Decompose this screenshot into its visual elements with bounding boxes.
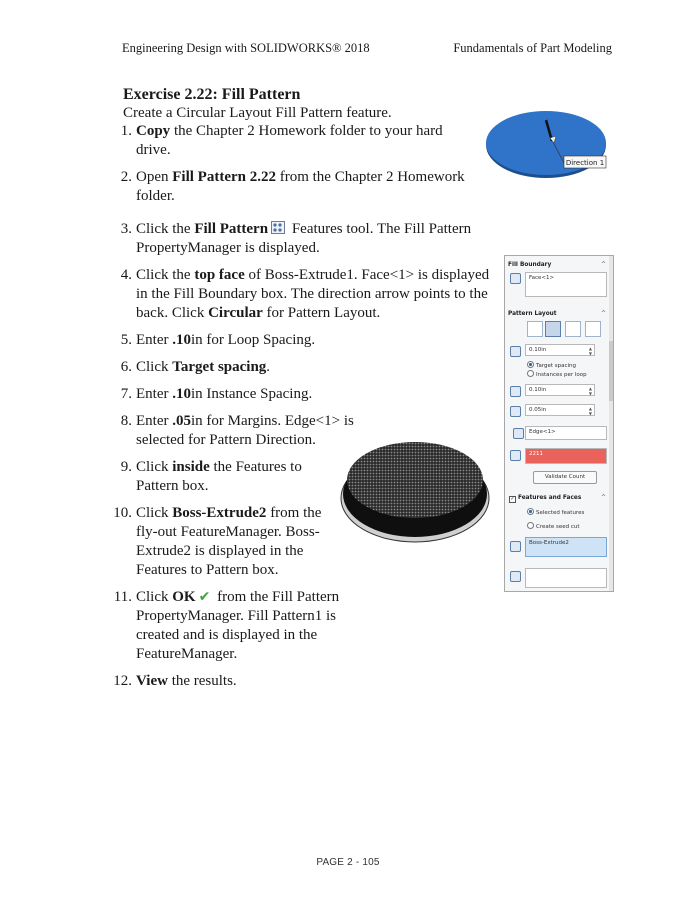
step-number: 5. <box>120 332 132 348</box>
page-number: PAGE 2 - 105 <box>316 857 380 868</box>
layout-perforation-button[interactable] <box>527 321 543 337</box>
step-bold: Circular <box>208 305 263 321</box>
fill-boundary-heading[interactable]: Fill Boundary <box>508 262 552 268</box>
exercise-intro: Create a Circular Layout Fill Pattern feature. <box>123 105 392 121</box>
feature-value: Boss-Extrude2 <box>529 540 569 546</box>
collapse-icon[interactable]: ^ <box>600 310 606 317</box>
step-number: 2. <box>120 169 132 185</box>
radio-selected-icon <box>527 361 534 368</box>
list-item <box>110 504 326 580</box>
step-bold: .05 <box>172 413 191 429</box>
validate-count-button[interactable] <box>533 471 597 484</box>
list-item <box>110 588 366 664</box>
step-bold: Copy <box>136 123 171 139</box>
layout-square-button[interactable] <box>565 321 581 337</box>
pattern-direction-box[interactable] <box>525 426 607 440</box>
radio-selected-icon <box>527 508 534 515</box>
step-text: in Instance Spacing. <box>190 386 313 402</box>
step-bold: inside <box>172 459 210 475</box>
step-text: from the fly-out FeatureManager. Boss-Extrude2 is displayed in the Features to Pattern box. <box>136 505 322 578</box>
step-number: 7. <box>120 386 132 402</box>
loop-spacing-icon <box>510 346 521 357</box>
instances-per-loop-label: Instances per loop <box>536 372 587 378</box>
step-text: Enter <box>136 413 173 429</box>
step-bold: Target spacing <box>172 359 267 375</box>
panel-scroll-thumb[interactable] <box>609 341 613 401</box>
step-bold: Fill Pattern <box>194 221 269 237</box>
disk-illustration <box>484 110 608 180</box>
face-select-icon <box>510 273 521 284</box>
header-book-title: Engineering Design with SOLIDWORKS® 2018 <box>122 41 370 55</box>
spinner-icon[interactable]: ▲ ▼ <box>588 406 592 416</box>
header-chapter-title: Fundamentals of Part Modeling <box>453 41 612 55</box>
layout-circular-button[interactable] <box>545 321 561 337</box>
target-spacing-radio[interactable] <box>527 361 576 369</box>
instance-count-value: 2211 <box>529 451 543 457</box>
edge-value: Edge<1> <box>529 429 556 435</box>
fill-pattern-result-illustration <box>339 436 491 544</box>
step-number: 10. <box>113 505 132 521</box>
layout-polygon-button[interactable] <box>585 321 601 337</box>
step-text: Click <box>136 505 173 521</box>
margins-icon <box>510 406 521 417</box>
radio-icon <box>527 522 534 529</box>
step-text: the results. <box>167 673 237 689</box>
step-text: Open <box>136 169 173 185</box>
step-text: Click the <box>136 267 195 283</box>
create-seed-cut-label: Create seed cut <box>536 524 580 530</box>
step-text: in for Loop Spacing. <box>190 332 316 348</box>
list-item <box>110 385 476 404</box>
loop-spacing-input[interactable] <box>525 344 595 356</box>
step-bold: Fill Pattern 2.22 <box>172 169 276 185</box>
faces-to-pattern-box[interactable] <box>525 568 607 588</box>
step-number: 9. <box>120 459 132 475</box>
fill-pattern-property-manager <box>504 255 614 592</box>
target-spacing-label: Target spacing <box>536 363 577 369</box>
step-bold: top face <box>194 267 245 283</box>
list-item <box>110 672 476 691</box>
pattern-instances <box>347 442 483 518</box>
list-item <box>110 168 476 206</box>
fill-pattern-icon <box>271 221 285 234</box>
list-item <box>110 458 326 496</box>
list-item <box>110 266 496 323</box>
selected-features-radio[interactable] <box>527 508 584 516</box>
features-to-pattern-icon <box>510 541 521 552</box>
step-number: 6. <box>120 359 132 375</box>
instance-count-icon <box>510 450 521 461</box>
collapse-icon[interactable]: ^ <box>600 494 606 501</box>
panel-scrollbar[interactable] <box>609 256 613 591</box>
list-item <box>110 412 356 450</box>
step-text: Features tool. The Fill Pattern PropertyManager is displayed. <box>136 221 472 256</box>
loop-spacing-value: 0.10in <box>529 347 547 353</box>
step-text: Click the <box>136 221 195 237</box>
exercise-title: Exercise 2.22: Fill Pattern <box>123 86 301 103</box>
instance-spacing-icon <box>510 386 521 397</box>
pattern-layout-heading[interactable]: Pattern Layout <box>508 311 557 317</box>
step-text: of Boss-Extrude1. Face<1> is displayed in the Fill Boundary box. The direction arrow points to the back. Click <box>136 267 490 321</box>
step-bold: Boss-Extrude2 <box>172 505 267 521</box>
step-text: from the Chapter 2 Homework folder. <box>136 169 465 204</box>
list-item <box>110 122 476 160</box>
step-number: 3. <box>120 221 132 237</box>
step-text: Click <box>136 359 173 375</box>
step-text: the Features to Pattern box. <box>136 459 302 494</box>
features-and-faces-label: Features and Faces <box>518 495 582 501</box>
step-number: 12. <box>113 673 132 689</box>
selected-features-label: Selected features <box>536 510 585 516</box>
step-number: 11. <box>113 589 132 605</box>
step-bold: View <box>136 673 168 689</box>
list-item <box>110 358 476 377</box>
features-to-pattern-box[interactable] <box>525 537 607 557</box>
step-number: 1. <box>120 123 132 139</box>
list-item <box>110 220 476 258</box>
step-text: Enter <box>136 386 173 402</box>
step-text: Click <box>136 459 173 475</box>
step-text: for Pattern Layout. <box>262 305 381 321</box>
step-bold: .10 <box>172 386 191 402</box>
margins-value: 0.05in <box>529 407 547 413</box>
direction-label: Direction 1 <box>565 159 605 167</box>
check-icon: ✔ <box>198 589 211 605</box>
step-text: Enter <box>136 332 173 348</box>
step-text: . <box>266 359 271 375</box>
instance-spacing-value: 0.10in <box>529 387 547 393</box>
margins-input[interactable] <box>525 404 595 416</box>
fill-boundary-box[interactable] <box>525 272 607 297</box>
step-text: in for Margins. Edge<1> is selected for Pattern Direction. <box>136 413 354 448</box>
step-text: the Chapter 2 Homework folder to your hard drive. <box>136 123 443 158</box>
step-bold: .10 <box>172 332 191 348</box>
step-number: 8. <box>120 413 132 429</box>
radio-icon <box>527 370 534 377</box>
features-and-faces-heading[interactable] <box>509 495 581 503</box>
validate-count-label: Validate Count <box>544 474 586 480</box>
steps-list <box>110 122 490 699</box>
pattern-direction-icon <box>513 428 524 439</box>
face-value: Face<1> <box>529 275 555 281</box>
instances-per-loop-radio[interactable] <box>527 370 587 378</box>
collapse-icon[interactable]: ^ <box>600 261 606 268</box>
faces-to-pattern-icon <box>510 571 521 582</box>
step-text: Click <box>136 589 173 605</box>
spinner-icon[interactable]: ▲ ▼ <box>588 386 592 396</box>
list-item <box>110 331 476 350</box>
checkbox-checked-icon[interactable]: ✓ <box>510 496 515 502</box>
instance-count-box <box>525 448 607 464</box>
create-seed-cut-radio[interactable] <box>527 522 580 530</box>
step-number: 4. <box>120 267 132 283</box>
spinner-icon[interactable]: ▲ ▼ <box>588 346 592 356</box>
step-text: from the Fill Pattern PropertyManager. Fill Pattern1 is created and is displayed in the FeatureManager. <box>136 589 340 662</box>
step-bold: OK <box>172 589 196 605</box>
instance-spacing-input[interactable] <box>525 384 595 396</box>
